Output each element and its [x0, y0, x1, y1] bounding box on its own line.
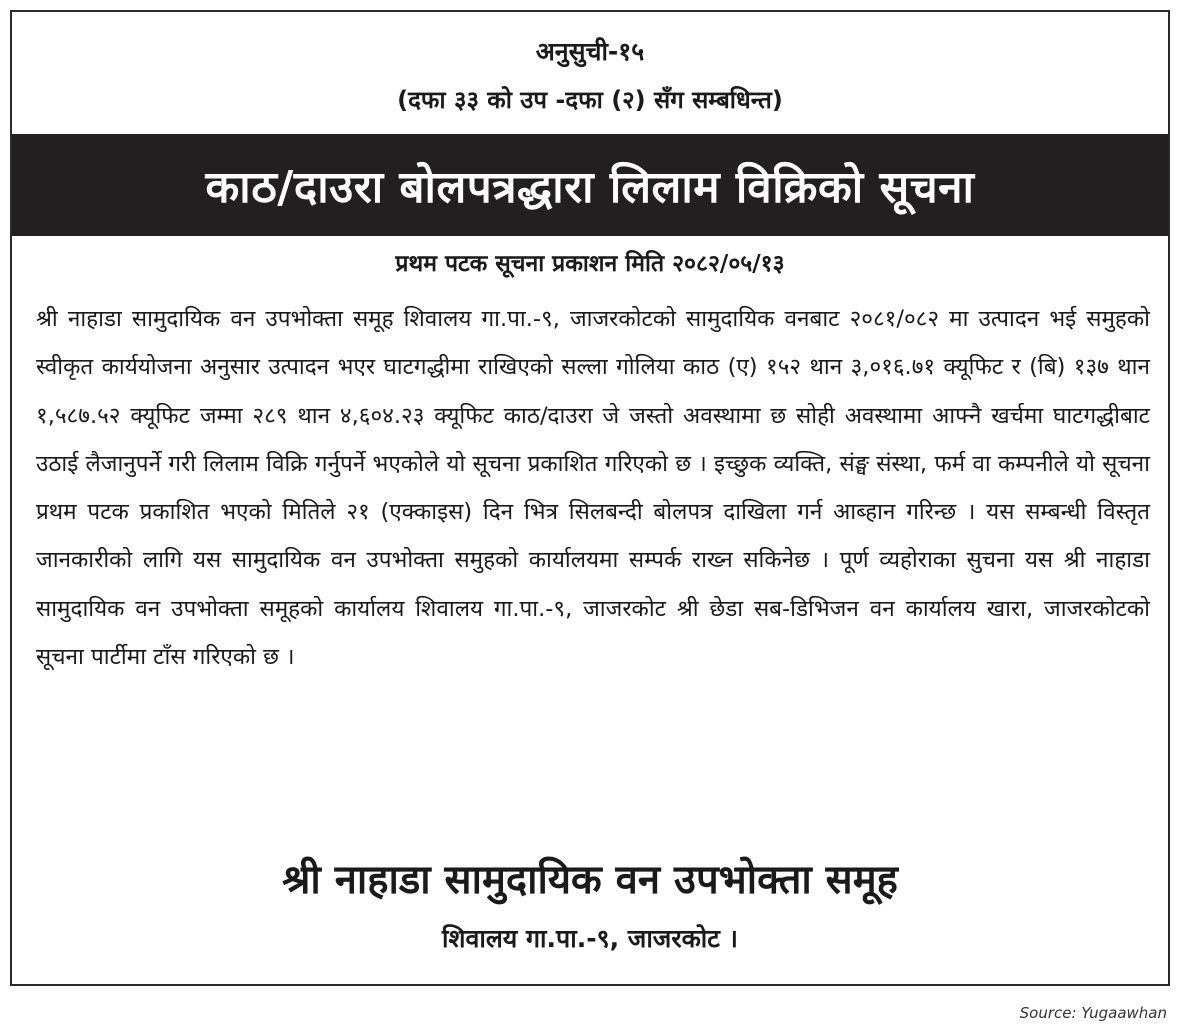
signatory-name: श्री नाहाडा सामुदायिक वन उपभोक्ता समूह [282, 857, 898, 903]
title-band [12, 134, 1168, 236]
signatory-address: शिवालय गा.पा.-९, जाजरकोट । [441, 924, 739, 953]
source-credit: Source: Yugaawhan [1019, 1004, 1167, 1022]
notice-frame [10, 10, 1170, 986]
publish-date-line: प्रथम पटक सूचना प्रकाशन मिति २०८२/०५/१३ [395, 251, 785, 277]
notice-title: काठ/दाउरा बोलपत्रद्धारा लिलाम विक्रिको सूचना [205, 162, 975, 213]
notice-body: श्री नाहाडा सामुदायिक वन उपभोक्ता समूह शिवालय गा.पा.-९, जाजरकोटको सामुदायिक वनबाट २०८१/०८२ मा उत्पादन भई समुहको स्वीकृत कार्ययोजना अनुसार उत्पादन भएर घाटगद्धीमा राखिएको सल्ला गोलिया काठ (ए) १५२ थान ३,०१६.७१ क्यूफिट र (बि) १३७ थान १,५८७.५२ क्यूफिट जम्मा २८९ थान ४,६०४.२३ क्यूफिट काठ/दाउरा जे जस्तो अवस्थामा छ सोही अवस्थामा आफ्नै खर्चमा घाटगद्धीबाट उठाई लैजानुपर्ने गरी लिलाम विक्रि गर्नुपर्ने भएकोले यो सूचना प्रकाशित गरिएको छ । इच्छुक व्यक्ति, संङ्घ संस्था, फर्म वा कम्पनीले यो सूचना प्रथम पटक प्रकाशित भएको मितिले २१ (एक्काइस) दिन भित्र सिलबन्दी बोलपत्र दाखिला गर्न आब्हान गरिन्छ । यस सम्बन्धी विस्तृत जानकारीको लागि यस सामुदायिक वन उपभोक्ता समुहको कार्यालयमा सम्पर्क राख्न सकिनेछ । पूर्ण व्यहोराका सुचना यस श्री नाहाडा सामुदायिक वन उपभोक्ता समूहको कार्यालय शिवालय गा.पा.-९, जाजरकोट श्री छेडा सब-डिभिजन वन कार्यालय खारा, जाजरकोटको सूचना पार्टीमा टाँस गरिएको छ । [36, 306, 1150, 671]
schedule-title: अनुसुची-१५ [535, 37, 645, 66]
schedule-subtitle: (दफा ३३ को उप -दफा (२) सँग सम्बधिन्त) [397, 86, 783, 114]
